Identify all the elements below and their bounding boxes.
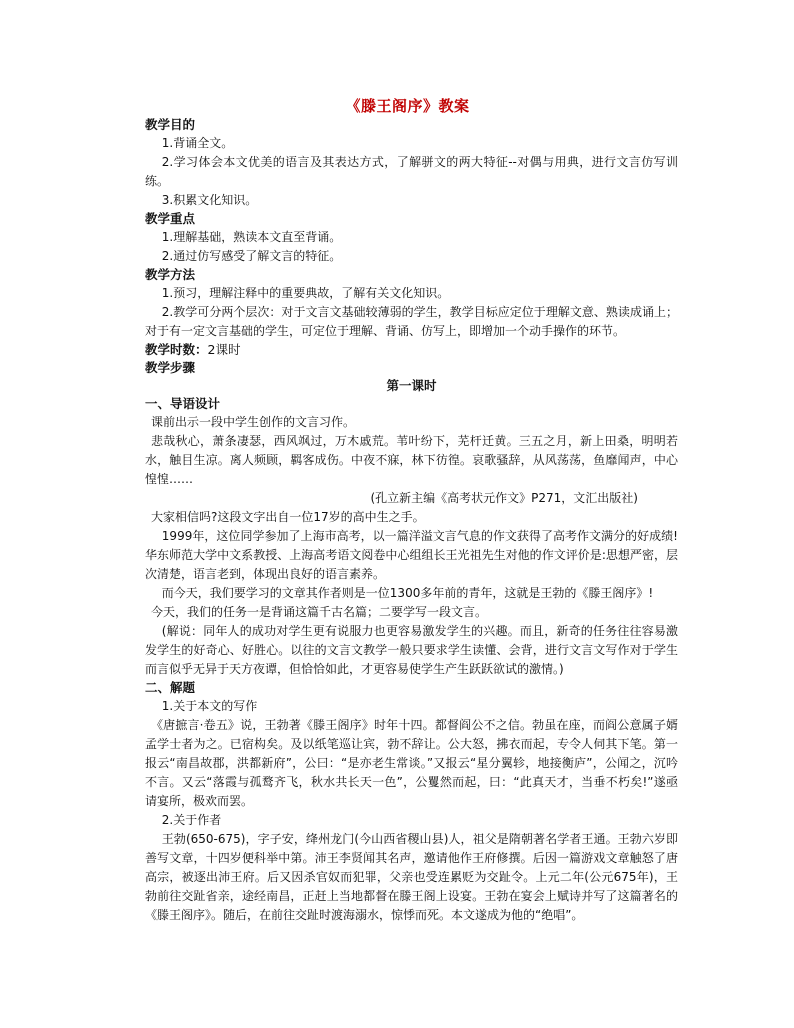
hours-label: 教学时数： bbox=[145, 342, 208, 357]
intro-paragraph-3: 大家相信吗?这段文字出自一位17岁的高中生之手。 bbox=[151, 510, 425, 524]
focus-item-1: 1.理解基础，熟读本文直至背诵。 bbox=[161, 230, 342, 244]
goals-heading: 教学目的 bbox=[145, 117, 196, 132]
intro-paragraph-2: 悲哉秋心，萧条凄瑟，西风飒过，万木戚荒。苇叶纷下，芜杆迁黄。三五之月，新上田桑，明明若水，触目生凉。离人频顾，羁客成伤。中夜不寐，林下彷徨。哀歌骚辞，从风荡荡，鱼靡闻声，中心惶惶…… bbox=[145, 434, 678, 486]
sub1-text: 《唐摭言·卷五》说，王勃著《滕王阁序》时年十四。都督阎公不之信。勃虽在座，而阎公意属子婿孟学士者为之。已宿构矣。及以纸笔巡让宾，勃不辞让。公大怒，拂衣而起，专令人伺其下笔。第一报云“南昌故郡，洪都新府”，公曰：“是亦老生常谈。”又报云“星分翼轸，地接衡庐”，公闻之，沉吟不言。又云“落霞与孤鹜齐飞，秋水共长天一色”，公矍然而起，曰：“此真天才，当垂不朽矣!”遂亟请宴所，极欢而罢。 bbox=[145, 718, 678, 808]
document-title: 《滕王阁序》教案 bbox=[345, 97, 470, 115]
focus-item-2: 2.通过仿写感受了解文言的特征。 bbox=[161, 249, 342, 263]
intro-paragraph-1: 课前出示一段中学生创作的文言习作。 bbox=[151, 415, 356, 429]
sub2-text: 王勃(650-675)，字子安，绛州龙门(今山西省稷山县)人，祖父是隋朝著名学者王通。王勃六岁即善写文章，十四岁便科举中第。沛王李贤闻其名声，邀请他作王府修撰。后因一篇游戏文章触怒了唐高宗，被逐出沛王府。后又因杀官奴而犯罪，父亲也受连累贬为交趾令。上元二年(公元675年)，王勃前往交趾省亲，途经南昌，正赶上当地都督在滕王阁上设宴。王勃在宴会上赋诗并写了这篇著名的《滕王阁序》。随后，在前往交趾时渡海溺水，惊悸而死。本文遂成为他的“绝唱”。 bbox=[145, 832, 678, 922]
intro-paragraph-4: 1999年，这位同学参加了上海市高考，以一篇洋溢文言气息的作文获得了高考作文满分的好成绩!华东师范大学中文系教授、上海高考语文阅卷中心组组长王光祖先生对他的作文评价是:思想严密，层次清楚，语言老到，体现出良好的语言素养。 bbox=[145, 529, 678, 581]
document-page bbox=[145, 96, 678, 925]
intro-citation: (孔立新主编《高考状元作文》P271，文汇出版社) bbox=[370, 491, 638, 505]
section2-heading: 二、解题 bbox=[145, 680, 196, 695]
intro-paragraph-6: 今天，我们的任务一是背诵这篇千古名篇；二要学写一段文言。 bbox=[151, 605, 488, 619]
lesson1-heading: 第一课时 bbox=[386, 378, 437, 393]
intro-paragraph-7: (解说：同年人的成功对学生更有说服力也更容易激发学生的兴趣。而且，新奇的任务往往容易激发学生的好奇心、好胜心。以往的文言文教学一般只要求学生读懂、会背，进行文言文写作对于学生而言似乎无异于天方夜谭，但恰恰如此，才更容易使学生产生跃跃欲试的激情。) bbox=[145, 624, 678, 676]
section1-heading: 一、导语设计 bbox=[145, 396, 221, 411]
sub1-heading: 1.关于本文的写作 bbox=[161, 699, 258, 713]
goal-item-3: 3.积累文化知识。 bbox=[161, 193, 258, 207]
method-item-1: 1.预习，理解注释中的重要典故，了解有关文化知识。 bbox=[161, 286, 450, 300]
sub2-heading: 2.关于作者 bbox=[161, 813, 222, 827]
intro-paragraph-5: 而今天，我们要学习的文章其作者则是一位1300多年前的青年，这就是王勃的《滕王阁序》! bbox=[161, 586, 654, 600]
focus-heading: 教学重点 bbox=[145, 211, 196, 226]
hours-value: 2课时 bbox=[207, 342, 241, 357]
method-item-2: 2.教学可分两个层次：对于文言文基础较薄弱的学生，教学目标应定位于理解文意、熟读成诵上；对于有一定文言基础的学生，可定位于理解、背诵、仿写上，即增加一个动手操作的环节。 bbox=[145, 305, 678, 338]
hours-line bbox=[145, 341, 678, 359]
method-heading: 教学方法 bbox=[145, 267, 196, 282]
goal-item-2: 2.学习体会本文优美的语言及其表达方式，了解骈文的两大特征--对偶与用典，进行文言仿写训练。 bbox=[145, 155, 678, 188]
steps-heading: 教学步骤 bbox=[145, 360, 196, 375]
goal-item-1: 1.背诵全文。 bbox=[161, 136, 234, 150]
